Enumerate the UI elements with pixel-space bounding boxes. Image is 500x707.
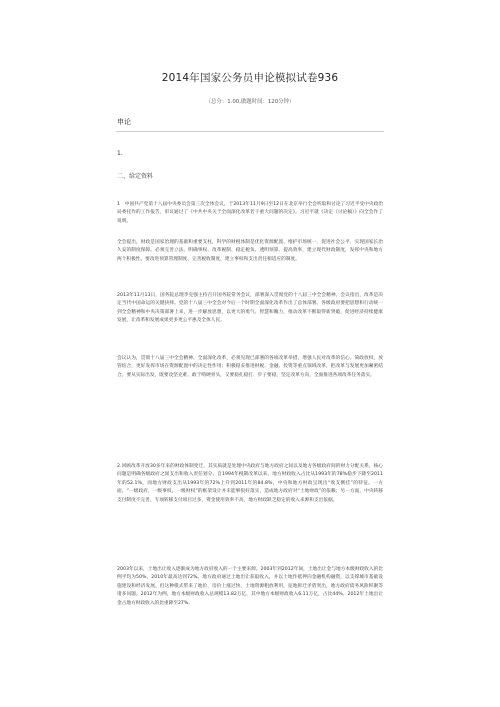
subsection-heading: 二、给定资料: [117, 173, 154, 180]
paragraph-3: 2013年11月13日，国务院总理李克强主持召开国务院常务会议，部署深入贯彻党的十八届三中全会精神。会议指出，改革是决定当代中国命运的关键抉择。党的十八届三中全会对今后一个时期全面深化改革作出了总体部署。各级政府要把思想和行动统一到全会精神和中央决策部署上来，进一步解放思想，以更大的勇气、智慧和魄力，推动改革不断取得新突破，促进经济持续健康发展，让改革和发展成果更多更公平惠及全体人民。: [117, 293, 383, 324]
section-heading: 申论: [117, 118, 131, 126]
paragraph-1: 1 中国共产党第十八届中央委员会第三次全体会议，于2013年11月9日至12日在北京举行全会听取和讨论了习近平受中央政治局委托作的工作报告，审议通过了《中共中央关于全面深化改革若干重大问题的决定》。习近平就《决定（讨论稿）》向全会作了说明。: [117, 202, 383, 224]
question-number: 1.: [117, 150, 123, 157]
exam-meta: （总分：1.00,做题时间：120分钟）: [205, 99, 295, 105]
paragraph-6: 2003年以来，土地出让收入逐渐成为地方政府收入的一个主要来源。2003年到2012年间，土地出让金与地方本级财政收入的比例平均为50%，2010年最高达到72%。地方政府通过土地出让获取收入，并以土地作抵押向金融机构融资，以支撑城市基础设施建设和经济发展。但这种模式带来了地价、房价上涨过快，土地资源粗放利用，征地拆迁矛盾突出，地方政府债务风险积聚等诸多问题。2012年为例，地方本级财政收入总规模13.82万亿，其中地方本级财政收入6.11万亿，占比44%。2012年土地出让金占地方财政收入的比重降至27%。: [117, 567, 383, 606]
paragraph-5: 2.回顾改革开放30多年来的财政体制变迁，其实质就是处理中央政府与地方政府之间以及地方各级政府间的财力分配关系，核心问题是明确各级政府之间支出和收入责任划分。自1994年税制改革以来，地方财政收入占比从1993年的78%稳步下降至2011年的52.1%，而地方财政支出从1993年的72%上升到2011年的84.8%，中央和地方财政呈现出“收支倒挂”的特征。一方面，“一级政府，一级事权，一级财权”的框架设计并未能够很好落实，造成地方政府对“土地财政”的依赖；另一方面，中央转移支付制度不完善，专项转移支付项目过多，资金使用效率不高，地方财政缺乏稳定的收入来源和支出依据。: [117, 464, 383, 503]
section-divider: [116, 131, 384, 132]
paragraph-4: 会议认为，贯彻十八届三中全会精神、全面深化改革，必须见现已部署的各项改革举措，增强人民对改革的信心。简政放权，放管结合，更好发挥市场在资源配置中的决定性作用；积极稳妥推进财税、金融、投资等重点领域改革，把改革与发展更加紧密结合。要从实际出发，既要攻坚克难、敢于啃硬骨头，又要稳扎稳打、步子要稳，坚定改革方向，全面推进各项改革任务落实。: [117, 356, 383, 378]
paragraph-2: 全会提出，财政是国家治理的基础和重要支柱，科学的财税体制是优化资源配置、维护市场统一、促进社会公平、实现国家长治久安的制度保障。必须完善立法、明确事权、改革税制、稳定税负、透明预算、提高效率，建立现代财政制度，发挥中央和地方两个积极性。要改进预算管理制度，完善税收制度，建立事权和支出责任相适应的制度。: [117, 240, 383, 262]
document-title: 2014年国家公务员申论模拟试卷936: [161, 72, 339, 84]
